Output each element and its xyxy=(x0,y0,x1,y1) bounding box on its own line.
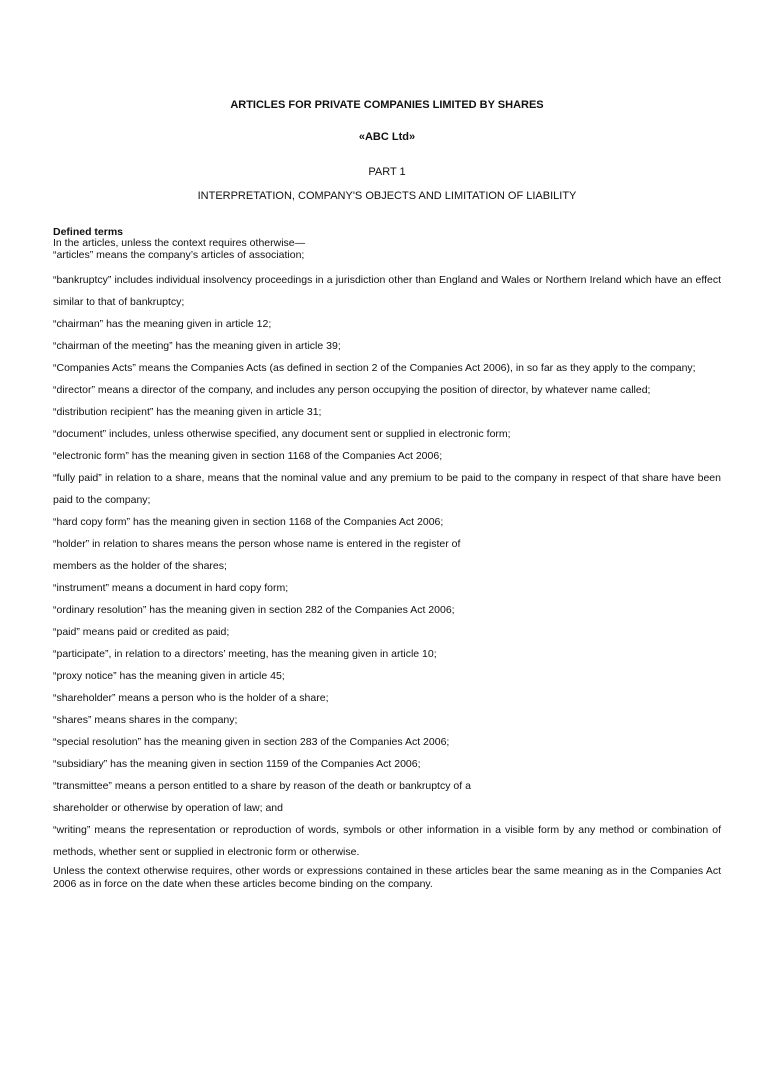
definition-proxy-notice: “proxy notice” has the meaning given in article 45; xyxy=(53,670,285,682)
definition-fully-paid: “fully paid” in relation to a share, means that the nominal value and any premium to be paid to the company in respect of that share have been paid to the company; xyxy=(53,472,721,506)
definition-holder: “holder” in relation to shares means the person whose name is entered in the register of xyxy=(53,538,461,550)
definition-transmittee: “transmittee” means a person entitled to a share by reason of the death or bankruptcy of a xyxy=(53,780,471,792)
section-heading: Defined terms xyxy=(53,226,124,238)
definition-bankruptcy: “bankruptcy” includes individual insolvency proceedings in a jurisdiction other than England and Wales or Northern Ireland which have an effect similar to that of bankruptcy; xyxy=(53,274,721,308)
definition-chairman: “chairman” has the meaning given in article 12; xyxy=(53,318,272,330)
definition-shareholder: “shareholder” means a person who is the holder of a share; xyxy=(53,692,329,704)
definition-subsidiary: “subsidiary” has the meaning given in section 1159 of the Companies Act 2006; xyxy=(53,758,421,770)
definition-instrument: “instrument” means a document in hard copy form; xyxy=(53,582,289,594)
definition-holder-continued: members as the holder of the shares; xyxy=(53,560,227,572)
document-title: ARTICLES FOR PRIVATE COMPANIES LIMITED BY SHARES xyxy=(230,99,544,111)
definition-chairman-of-meeting: “chairman of the meeting” has the meaning given in article 39; xyxy=(53,340,341,352)
definition-electronic-form: “electronic form” has the meaning given in section 1168 of the Companies Act 2006; xyxy=(53,450,443,462)
definition-writing: “writing” means the representation or reproduction of words, symbols or other information in a visible form by any method or combination of methods, whether sent or supplied in electronic form or otherwise. xyxy=(53,824,721,858)
definition-participate: “participate”, in relation to a directors’ meeting, has the meaning given in article 10; xyxy=(53,648,437,660)
intro-text: In the articles, unless the context requires otherwise— xyxy=(53,237,306,249)
part-number: PART 1 xyxy=(368,166,406,178)
definition-paid: “paid” means paid or credited as paid; xyxy=(53,626,230,638)
company-name: «ABC Ltd» xyxy=(358,131,416,143)
document-body xyxy=(53,226,721,891)
definition-ordinary-resolution: “ordinary resolution” has the meaning given in section 282 of the Companies Act 2006; xyxy=(53,604,455,616)
closing-paragraph: Unless the context otherwise requires, other words or expressions contained in these articles bear the same meaning as in the Companies Act 2006 as in force on the date when these articles become binding on the company. xyxy=(53,865,721,890)
definition-special-resolution: “special resolution” has the meaning given in section 283 of the Companies Act 2006; xyxy=(53,736,450,748)
definition-document: “document” includes, unless otherwise specified, any document sent or supplied in electronic form; xyxy=(53,428,511,440)
part-heading: INTERPRETATION, COMPANY'S OBJECTS AND LIMITATION OF LIABILITY xyxy=(197,190,577,202)
definition-hard-copy-form: “hard copy form” has the meaning given in section 1168 of the Companies Act 2006; xyxy=(53,516,444,528)
definition-distribution-recipient: “distribution recipient” has the meaning given in article 31; xyxy=(53,406,322,418)
definition-shares: “shares” means shares in the company; xyxy=(53,714,238,726)
definition-transmittee-continued: shareholder or otherwise by operation of law; and xyxy=(53,802,283,814)
definition-articles: “articles” means the company’s articles of association; xyxy=(53,249,305,261)
definition-companies-acts: “Companies Acts” means the Companies Acts (as defined in section 2 of the Companies Act 2006), in so far as they apply to the company; xyxy=(53,362,696,374)
definition-director: “director” means a director of the company, and includes any person occupying the position of director, by whatever name called; xyxy=(53,384,651,396)
